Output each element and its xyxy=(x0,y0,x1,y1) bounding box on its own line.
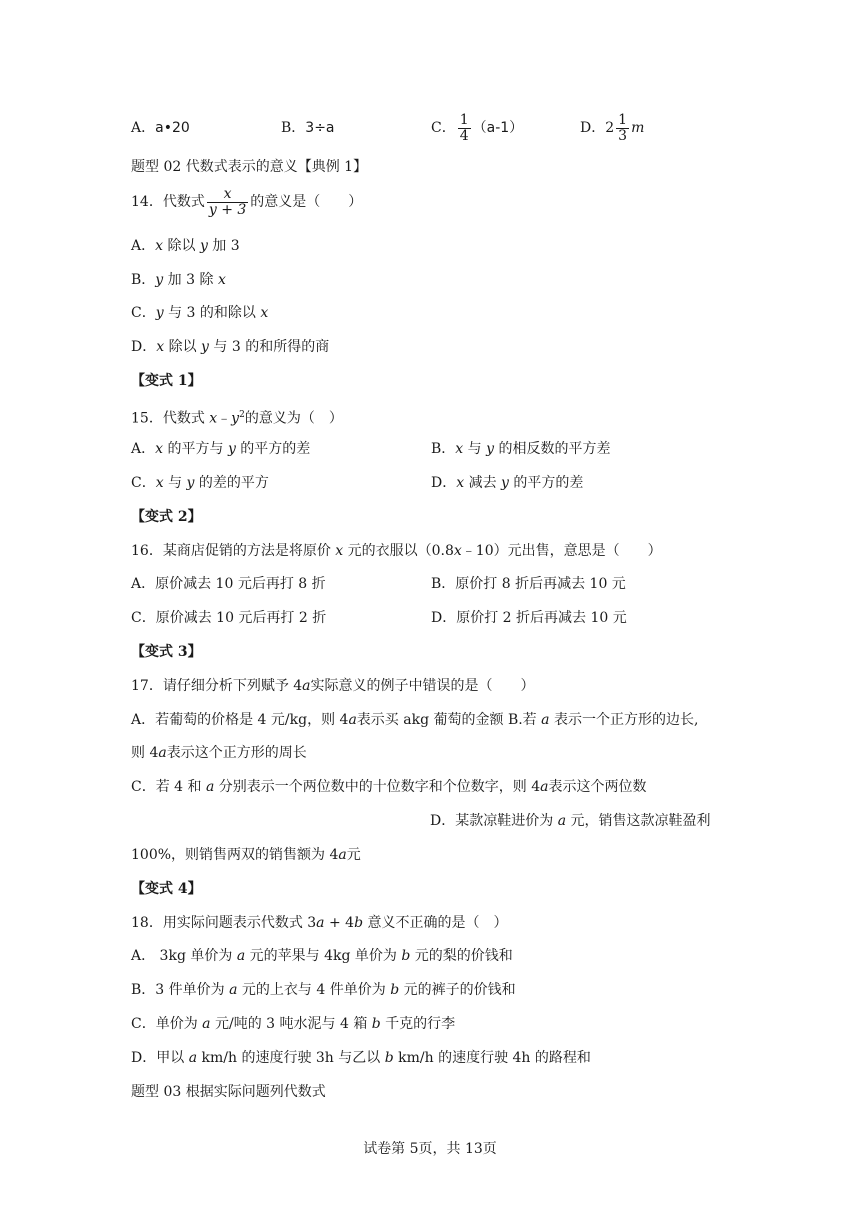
option-label: D． xyxy=(580,120,606,136)
math-variable: a xyxy=(205,779,215,795)
fraction xyxy=(616,113,629,144)
q18-option-d xyxy=(131,1048,591,1068)
text-segment: 17．请仔细分析下列赋予 4 xyxy=(131,678,303,694)
q16-option-d: D．原价打 2 折后再减去 10 元 xyxy=(431,610,627,626)
math-variable: y xyxy=(186,475,195,491)
text-segment: ﹣ xyxy=(217,410,232,427)
text-segment: 表示这个正方形的周长 xyxy=(166,745,307,761)
option-label: A． xyxy=(131,120,156,136)
text-segment: D． xyxy=(431,475,457,491)
q14-option-b xyxy=(131,270,226,290)
text-segment: 除以 xyxy=(163,238,200,254)
text-segment: km/h 的速度行驶 4h 的路程和 xyxy=(393,1050,591,1066)
text-segment: 减去 xyxy=(464,475,502,491)
q13-option-d xyxy=(580,110,644,146)
q18-option-c xyxy=(131,1014,455,1034)
math-variable: a xyxy=(229,982,238,998)
section-heading-02: 题型 02 代数式表示的意义【典例 1】 xyxy=(131,159,368,175)
text-segment: 意义不正确的是（ ） xyxy=(363,915,508,931)
math-variable: x xyxy=(260,305,269,321)
fraction-numerator: x xyxy=(223,185,232,202)
question-text: 的意义是（ ） xyxy=(250,194,363,210)
math-variable: a xyxy=(202,1016,211,1032)
question-text: 14．代数式 xyxy=(131,194,205,210)
text-segment: 表示买 akg 葡萄的金额 B.若 xyxy=(356,712,542,728)
math-variable: y xyxy=(201,339,209,355)
question-14 xyxy=(131,184,362,220)
text-segment: B． xyxy=(431,441,456,457)
variable: m xyxy=(631,120,645,136)
math-variable: y xyxy=(155,272,164,288)
variant-label-1: 【变式 1】 xyxy=(131,373,202,389)
text-segment: 加 3 除 xyxy=(163,272,218,288)
fraction-numerator: 1 xyxy=(618,111,628,128)
q17-option-a-continued xyxy=(131,743,307,763)
math-variable: x xyxy=(156,339,165,355)
math-variable: x xyxy=(455,441,464,457)
text-segment: 的相反数的平方差 xyxy=(494,441,611,457)
q13-option-b xyxy=(281,118,335,138)
q18-option-b xyxy=(131,980,516,1000)
text-segment: + 4 xyxy=(324,915,355,931)
math-variable: y xyxy=(231,410,240,427)
text-segment: 的意义为（ ） xyxy=(244,410,343,427)
fraction-denominator: y + 3 xyxy=(208,201,247,218)
option-text: 3÷a xyxy=(305,120,335,136)
text-segment: 2 xyxy=(239,410,245,420)
math-variable: x xyxy=(155,441,164,457)
math-variable: x xyxy=(456,475,465,491)
text-segment: C．若 4 和 xyxy=(131,779,206,795)
math-variable: b xyxy=(390,982,400,998)
question-16 xyxy=(131,541,662,561)
text-segment: 元的苹果与 4kg 单价为 xyxy=(245,948,402,964)
variant-label-3: 【变式 3】 xyxy=(131,644,202,660)
text-segment: 元的梨的价钱和 xyxy=(410,948,513,964)
q14-option-c xyxy=(131,303,268,323)
math-variable: a xyxy=(316,915,325,931)
text-segment: B．3 件单价为 xyxy=(131,982,230,998)
math-variable: b xyxy=(384,1050,394,1066)
math-variable: a xyxy=(540,779,549,795)
q17-option-a xyxy=(131,710,698,730)
math-variable: x xyxy=(453,543,462,559)
text-segment: A． xyxy=(131,441,156,457)
math-variable: a xyxy=(541,712,550,728)
text-segment: 与 xyxy=(163,475,187,491)
q13-option-a xyxy=(131,118,190,138)
text-segment: A． xyxy=(131,238,156,254)
text-segment: C．单价为 xyxy=(131,1016,203,1032)
text-segment: 16．某商店促销的方法是将原价 xyxy=(131,543,336,559)
q15-option-c xyxy=(131,473,269,493)
text-segment: A．若葡萄的价格是 4 元/kg，则 4 xyxy=(131,712,349,728)
option-text: a•20 xyxy=(155,120,190,136)
question-18 xyxy=(131,913,508,933)
math-variable: a xyxy=(236,948,246,964)
text-segment: B． xyxy=(131,272,156,288)
text-segment: C． xyxy=(131,305,156,321)
math-variable: x xyxy=(155,238,164,254)
q15-option-a xyxy=(131,439,310,459)
fraction-denominator: 4 xyxy=(459,127,469,144)
math-variable: a xyxy=(302,678,311,694)
text-segment: 与 xyxy=(463,441,487,457)
fraction xyxy=(207,187,248,218)
text-segment: 与 3 的和所得的商 xyxy=(208,339,330,355)
text-segment: 18．用实际问题表示代数式 3 xyxy=(131,915,317,931)
math-variable: y xyxy=(501,475,509,491)
question-17 xyxy=(131,676,535,696)
text-segment: 15．代数式 xyxy=(131,410,210,427)
text-segment: 的平方的差 xyxy=(508,475,584,491)
option-label: C． xyxy=(431,120,456,136)
text-segment: 实际意义的例子中错误的是（ ） xyxy=(310,678,535,694)
text-segment: D． xyxy=(131,339,157,355)
math-variable: x xyxy=(217,272,226,288)
q16-option-c: C．原价减去 10 元后再打 2 折 xyxy=(131,610,327,626)
option-text: （a-1） xyxy=(472,120,524,136)
math-variable: b xyxy=(371,1016,381,1032)
text-segment: 千克的行李 xyxy=(380,1016,456,1032)
section-heading-03: 题型 03 根据实际问题列代数式 xyxy=(131,1084,326,1100)
math-variable: y xyxy=(227,441,236,457)
text-segment: D．某款凉鞋进价为 xyxy=(430,813,558,829)
variant-label-4: 【变式 4】 xyxy=(131,881,202,897)
math-variable: y xyxy=(155,305,164,321)
text-segment: 元的裤子的价钱和 xyxy=(399,982,516,998)
q18-option-a xyxy=(131,946,513,966)
q16-option-a: A．原价减去 10 元后再打 8 折 xyxy=(131,576,326,592)
text-segment: 的平方的差 xyxy=(235,441,311,457)
option-label: B． xyxy=(281,120,306,136)
text-segment: 的平方与 xyxy=(163,441,228,457)
page-footer: 试卷第 5页，共 13页 xyxy=(363,1141,497,1157)
math-variable: y xyxy=(199,238,208,254)
variant-label-2: 【变式 2】 xyxy=(131,509,202,525)
math-variable: b xyxy=(354,915,364,931)
text-segment: 则 4 xyxy=(131,745,159,761)
text-segment: 元，销售这款凉鞋盈利 xyxy=(566,813,711,829)
text-segment: 元/吨的 3 吨水泥与 4 箱 xyxy=(210,1016,372,1032)
text-segment: km/h 的速度行驶 3h 与乙以 xyxy=(197,1050,385,1066)
math-variable: a xyxy=(188,1050,198,1066)
math-variable: b xyxy=(401,948,411,964)
q14-option-a xyxy=(131,236,240,256)
fraction-numerator: 1 xyxy=(459,111,469,128)
text-segment: 加 3 xyxy=(207,238,240,254)
text-segment: 表示一个正方形的边长, xyxy=(549,712,699,728)
math-variable: y xyxy=(486,441,495,457)
q15-option-b xyxy=(431,439,610,459)
q15-option-d xyxy=(431,473,583,493)
text-segment: 表示这个两位数 xyxy=(548,779,647,795)
text-segment: 元的衣服以（0.8 xyxy=(343,543,454,559)
mixed-whole: 2 xyxy=(605,120,615,136)
math-variable: x xyxy=(209,410,218,427)
q13-option-c xyxy=(431,110,523,146)
text-segment: 的差的平方 xyxy=(194,475,269,491)
text-segment: 元的上衣与 4 件单价为 xyxy=(237,982,391,998)
fraction xyxy=(458,113,471,144)
math-variable: a xyxy=(348,712,357,728)
text-segment: 分别表示一个两位数中的十位数字和个位数字，则 4 xyxy=(214,779,541,795)
math-variable: a xyxy=(338,847,347,863)
q14-option-d xyxy=(131,337,329,357)
text-segment: 除以 xyxy=(164,339,202,355)
math-variable: x xyxy=(335,543,344,559)
q17-option-d-continued xyxy=(131,845,361,865)
math-variable: x xyxy=(155,475,164,491)
q16-option-b: B．原价打 8 折后再减去 10 元 xyxy=(431,576,626,592)
fraction-denominator: 3 xyxy=(618,127,628,144)
question-15 xyxy=(131,405,343,429)
text-segment: 元 xyxy=(346,847,361,863)
text-segment: D．甲以 xyxy=(131,1050,189,1066)
text-segment: ﹣10）元出售，意思是（ ） xyxy=(461,543,662,559)
text-segment: 100%，则销售两双的销售额为 4 xyxy=(131,847,339,863)
q17-option-c xyxy=(131,777,647,797)
math-variable: a xyxy=(557,813,567,829)
text-segment: C． xyxy=(131,475,156,491)
text-segment: 与 3 的和除以 xyxy=(163,305,261,321)
q17-option-d xyxy=(430,811,711,831)
math-variable: a xyxy=(158,745,167,761)
text-segment: A． 3kg 单价为 xyxy=(131,948,237,964)
